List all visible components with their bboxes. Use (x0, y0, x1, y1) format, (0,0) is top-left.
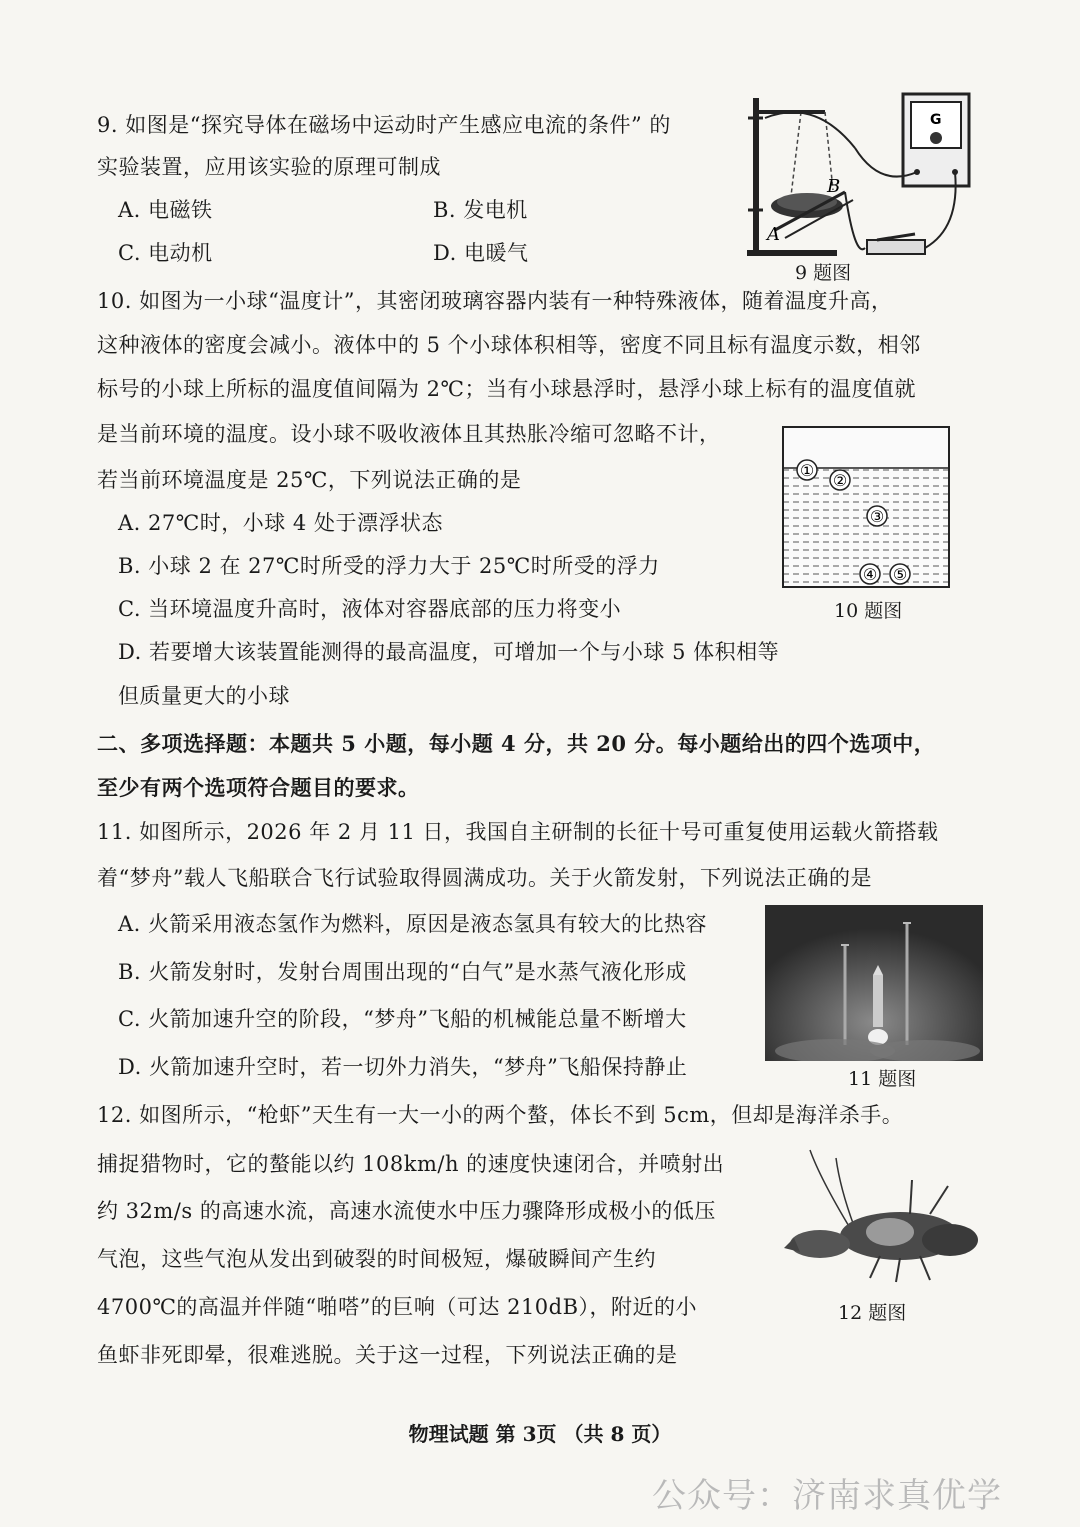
q11-figure-rocket-photo (765, 905, 983, 1061)
q12-figure-caption: 12 题图 (838, 1302, 907, 1324)
q9-stem-line2: 实验装置，应用该实验的原理可制成 (97, 155, 441, 179)
q10-stem-line1: 10. 如图为一小球“温度计”，其密闭玻璃容器内装有一种特殊液体，随着温度升高， (97, 289, 893, 313)
q12-stem-line3: 约 32m/s 的高速水流，高速水流使水中压力骤降形成极小的低压 (97, 1199, 716, 1223)
q12-stem-line1: 12. 如图所示，“枪虾”天生有一大一小的两个螯，体长不到 5cm，但却是海洋杀手。 (97, 1103, 904, 1127)
q10-ball-4-label: ④ (862, 565, 878, 584)
q10-ball-5-label: ⑤ (892, 565, 908, 584)
q10-option-a: A. 27℃时，小球 4 处于漂浮状态 (118, 511, 443, 535)
q10-ball-3-label: ③ (869, 507, 885, 526)
q10-stem-line5: 若当前环境温度是 25℃，下列说法正确的是 (97, 468, 522, 492)
q11-option-b: B. 火箭发射时，发射台周围出现的“白气”是水蒸气液化形成 (118, 960, 687, 984)
q12-stem-line5: 4700℃的高温并伴随“啪嗒”的巨响（可达 210dB），附近的小 (97, 1295, 698, 1319)
q10-option-b: B. 小球 2 在 27℃时所受的浮力大于 25℃时所受的浮力 (118, 554, 660, 578)
q10-figure-caption: 10 题图 (834, 600, 903, 622)
q9-figure-apparatus (745, 88, 975, 266)
q11-option-a: A. 火箭采用液态氢作为燃料，原因是液态氢具有较大的比热容 (118, 912, 708, 936)
q10-stem-line3: 标号的小球上所标的温度值间隔为 2℃；当有小球悬浮时，悬浮小球上标有的温度值就 (97, 377, 917, 401)
q10-option-c: C. 当环境温度升高时，液体对容器底部的压力将变小 (118, 597, 622, 621)
q9-option-a: A. 电磁铁 (118, 198, 213, 222)
q11-option-c: C. 火箭加速升空的阶段，“梦舟”飞船的机械能总量不断增大 (118, 1007, 687, 1031)
q10-ball-1-label: ① (799, 461, 815, 480)
q11-stem-line2: 着“梦舟”载人飞船联合飞行试验取得圆满成功。关于火箭发射，下列说法正确的是 (97, 866, 872, 890)
q9-stem-line1: 9. 如图是“探究导体在磁场中运动时产生感应电流的条件” 的 (97, 113, 671, 137)
page-footer: 物理试题 第 3页 （共 8 页） (408, 1422, 672, 1446)
q10-option-d: D. 若要增大该装置能测得的最高温度，可增加一个与小球 5 体积相等 (118, 640, 780, 664)
q12-figure-shrimp-photo (780, 1148, 980, 1288)
wechat-watermark: 公众号：济南求真优学 (652, 1476, 1002, 1516)
q12-stem-line4: 气泡，这些气泡从发出到破裂的时间极短，爆破瞬间产生约 (97, 1247, 656, 1271)
q10-stem-line2: 这种液体的密度会减小。液体中的 5 个小球体积相等，密度不同且标有温度示数，相邻 (97, 333, 921, 357)
q10-ball-2-label: ② (832, 471, 848, 490)
q9-option-c: C. 电动机 (118, 241, 213, 265)
q9-label-a: A (767, 224, 780, 245)
q11-stem-line1: 11. 如图所示，2026 年 2 月 11 日，我国自主研制的长征十号可重复使用运载火箭搭载 (97, 820, 939, 844)
q10-stem-line4: 是当前环境的温度。设小球不吸收液体且其热胀冷缩可忽略不计， (97, 422, 721, 446)
q9-option-b: B. 发电机 (433, 198, 528, 222)
q9-figure-caption: 9 题图 (795, 262, 852, 284)
section2-heading-line2: 至少有两个选项符合题目的要求。 (97, 775, 420, 800)
q11-option-d: D. 火箭加速升空时，若一切外力消失，“梦舟”飞船保持静止 (118, 1055, 688, 1079)
q12-stem-line2: 捕捉猎物时，它的螯能以约 108km/h 的速度快速闭合，并喷射出 (97, 1152, 725, 1176)
q9-label-b: B (827, 176, 841, 197)
q10-figure-container (782, 426, 950, 588)
q12-stem-line6: 鱼虾非死即晕，很难逃脱。关于这一过程，下列说法正确的是 (97, 1343, 678, 1367)
q9-option-d: D. 电暖气 (433, 241, 529, 265)
q9-galvanometer-label: G (930, 112, 942, 128)
q11-figure-caption: 11 题图 (848, 1068, 917, 1090)
q10-option-d-cont: 但质量更大的小球 (118, 684, 290, 708)
section2-heading-line1: 二、多项选择题：本题共 5 小题，每小题 4 分，共 20 分。每小题给出的四个选项中， (97, 731, 936, 756)
